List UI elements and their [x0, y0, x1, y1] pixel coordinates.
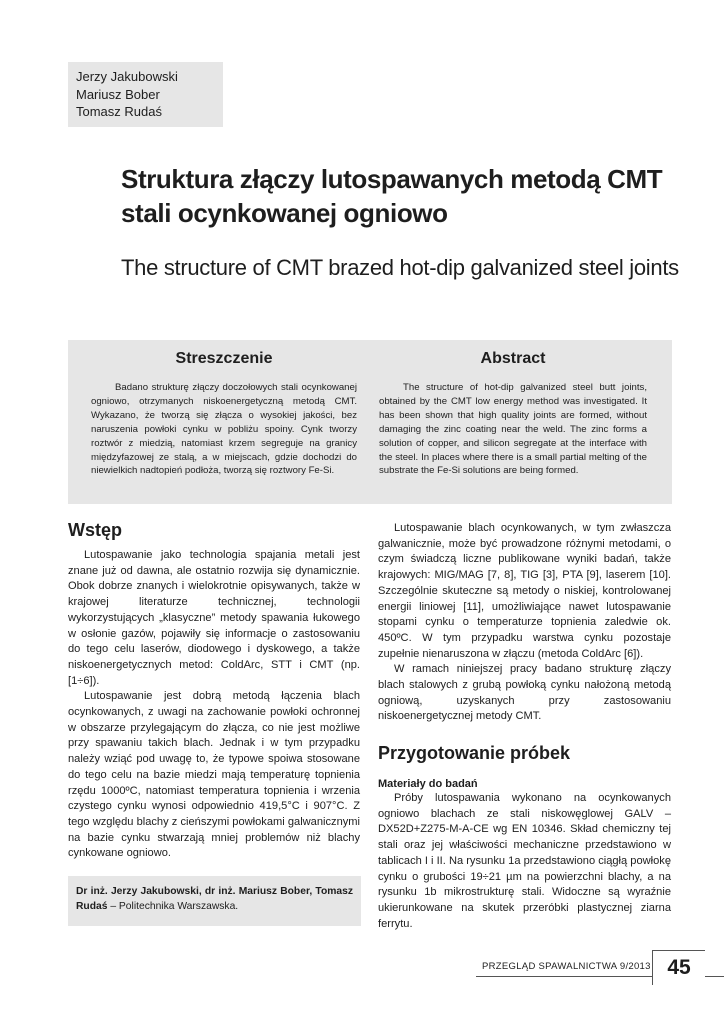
page-number: 45	[652, 950, 705, 985]
abstract-english	[379, 340, 647, 478]
paragraph: Próby lutospawania wykonano na ocynkowanych ogniowo blachach ze stali niskowęglowej GALV – DX52D+Z275-M-A-CE wg EN 10346. Skład chemiczny tej stali oraz jej właściwości mechaniczne przedstawiono w tablicach I i II. Na rysunku 1a przedstawiono ciągłą powłokę cynku o grubości 19÷21 µm na powierzchni blachy, a na rysunku 1b mikrostrukturę stali. Widoczne są wyraźnie ukierunkowane na skutek przeróbki plastycznej ziarna ferrytu.	[378, 792, 671, 930]
paragraph: Lutospawanie jest dobrą metodą łączenia blach ocynkowanych, z uwagi na zachowanie powłoki ochronnej w obszarze przylegającym do złącza, co nie jest możliwe przy spawaniu takich blach. Jednak i w tym przypadku należy wziąć pod uwagę to, że typowe spoiwa stosowane do tego celu na bazie miedzi mają temperaturę topnienia rzędu 1000ºC, natomiast temperatura topnienia i wrzenia czystego cynku wynosi odpowiednio 419,5°C i 907°C. Z tego względu blachy z cieńszymi powłokami galwanicznymi na bazie cynku stwarzają mniej problemów niż blachy cynkowane ogniowo.	[68, 690, 360, 860]
journal-name: PRZEGLĄD SPAWALNICTWA 9/2013	[482, 961, 651, 972]
title-polish: Struktura złączy lutospawanych metodą CMT stali ocynkowanej ogniowo	[121, 164, 663, 228]
right-column-text	[378, 521, 671, 725]
section-heading-przygotowanie: Przygotowanie próbek	[378, 743, 571, 763]
author-2: Mariusz Bober	[76, 86, 160, 102]
left-column-text	[68, 548, 360, 862]
paragraph: Lutospawanie jako technologia spajania metali jest znane już od dawna, ale ostatnio rozwija się dynamicznie. Obok dobrze znanych i wielokrotnie opisywanych, także w krajowej literaturze technicznej, technologii wykorzystujących „klasyczne” metody spawania łukowego w osłonie gazów, pojawiły się informacje o zastosowaniu do tego celu laserów, diodowego i dyskowego, a także niskoenergetycznych metod: ColdArc, STT i CMT (np. [1÷6]).	[68, 549, 360, 687]
abstract-polish	[91, 340, 357, 478]
abstract-box	[68, 340, 672, 504]
paragraph: W ramach niniejszej pracy badano strukturę złączy blach stalowych z grubą powłoką cynku nałożoną metodą ogniową, uzyskanych przy zastosowaniu niskoenergetycznej metody CMT.	[378, 663, 671, 723]
author-1: Jerzy Jakubowski	[76, 69, 178, 84]
affiliation-box	[68, 876, 361, 926]
subheading-materialy: Materiały do badań	[378, 778, 478, 790]
abstract-polish-heading: Streszczenie	[175, 350, 273, 367]
title-english: The structure of CMT brazed hot-dip galvanized steel joints	[121, 255, 679, 280]
authors-box	[68, 62, 223, 127]
affiliation-institution: – Politechnika Warszawska.	[107, 901, 239, 912]
abstract-english-text: The structure of hot-dip galvanized steel butt joints, obtained by the CMT low energy method was investigated. It has been shown that high quality joints are formed, without damaging the zinc coating near the weld. The zinc forms a solution of copper, and silicon segregate at the interface with the steel. In places where there is a small partial melting of the substrate the Fe-Si solutions are being formed.	[379, 382, 647, 477]
author-3: Tomasz Rudaś	[76, 104, 162, 119]
right-column-text-2	[378, 791, 671, 932]
abstract-polish-text: Badano strukturę złączy doczołowych stali ocynkowanej ogniowo, otrzymanych niskoenergetyczną metodą CMT. Wykazano, że tworzą się złącza o wysokiej jakości, bez naruszenia powłoki cynku w pobliżu spoiny. Cynk tworzy roztwór z miedzią, natomiast krzem segreguje na granicy międzyfazowej ze stalą, a w miejscach, gdzie dochodzi do niewielkich nadtopień podłoża, tworzą się roztwory Fe-Si.	[91, 382, 357, 477]
paragraph: Lutospawanie blach ocynkowanych, w tym zwłaszcza galwanicznie, może być prowadzone różnymi metodami, o czym świadczą liczne publikowane wyniki badań, także krajowych: MIG/MAG [7, 8], TIG [3], PTA [9], laserem [10]. Szczególnie skuteczne są metody o niskiej, kontrolowanej energii liniowej [11], umożliwiające nawet lutospawanie stopami cynku o temperaturze topnienia zaledwie ok. 450ºC. W tym przypadku warstwa cynku pozostaje zupełnie nienaruszona w złączu (metoda ColdArc [6]).	[378, 522, 671, 660]
affiliation-names: Dr inż. Jerzy Jakubowski, dr inż. Mariusz Bober, Tomasz Rudaś	[76, 886, 353, 912]
section-heading-wstep: Wstęp	[68, 520, 122, 540]
abstract-english-heading: Abstract	[480, 350, 546, 367]
